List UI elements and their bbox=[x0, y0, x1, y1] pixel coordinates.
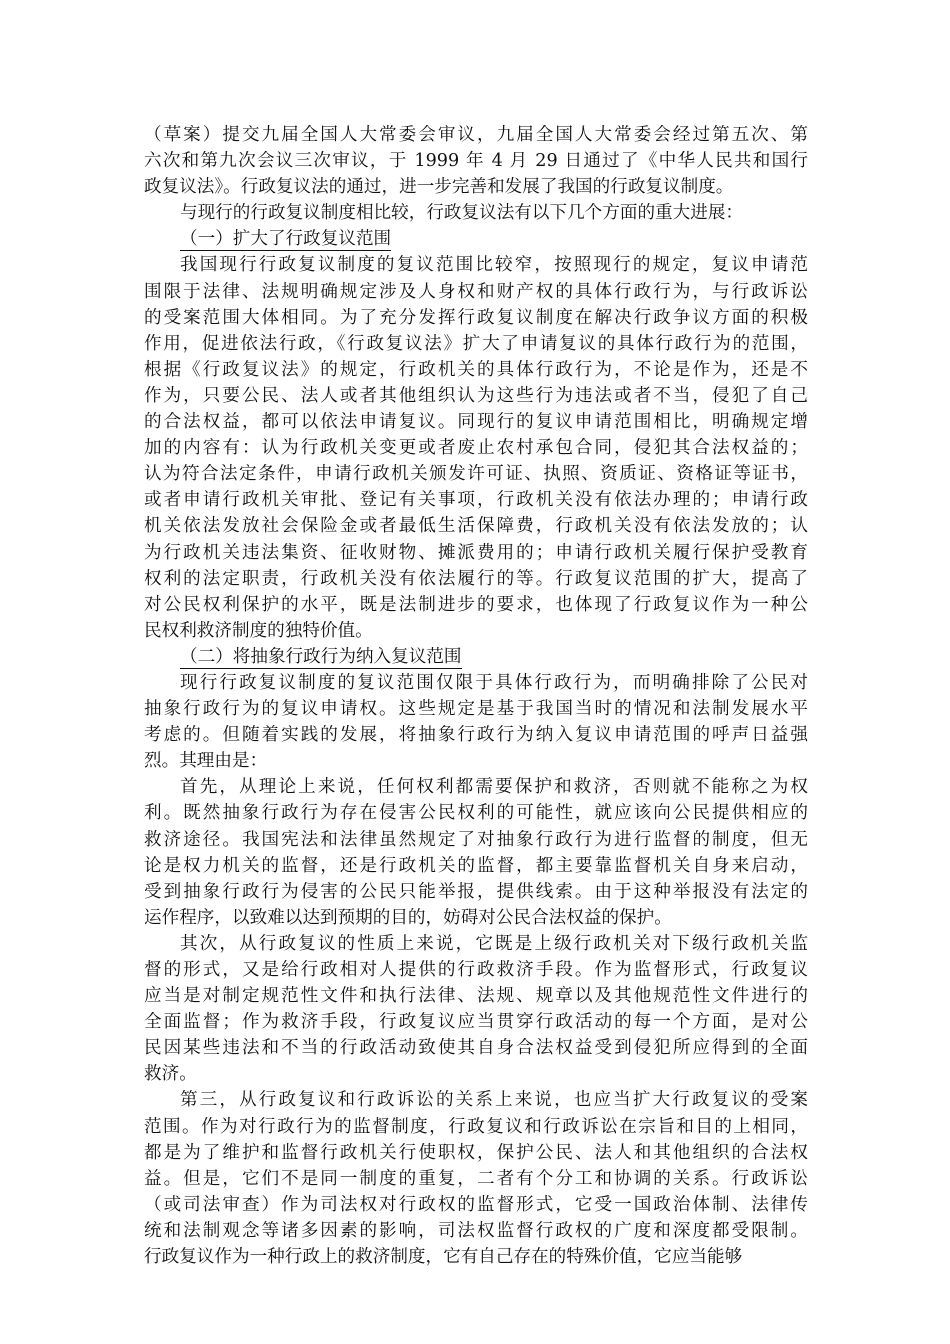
text-line: 为行政机关违法集资、征收财物、摊派费用的；申请行政机关履行保护受教育 bbox=[144, 542, 808, 563]
text-line: 都是为了维护和监督行政机关行使职权，保护公民、法人和其他组织的合法权 bbox=[144, 1142, 808, 1163]
text-line: 第三，从行政复议和行政诉讼的关系上来说，也应当扩大行政复议的受案 bbox=[180, 1090, 808, 1111]
text-line: 现行行政复议制度的复议范围仅限于具体行政行为，而明确排除了公民对 bbox=[180, 672, 808, 693]
text-line: 的合法权益，都可以依法申请复议。同现行的复议申请范围相比，明确规定增 bbox=[144, 412, 808, 433]
text-line: 作为，只要公民、法人或者其他组织认为这些行为违法或者不当，侵犯了自己 bbox=[144, 385, 808, 406]
text-line: 六次和第九次会议三次审议，于 1999 年 4 月 29 日通过了《中华人民共和国行 bbox=[144, 151, 808, 172]
text-line: 救济。 bbox=[144, 1064, 197, 1085]
document-body bbox=[144, 122, 808, 1270]
text-line: 与现行的行政复议制度相比较，行政复议法有以下几个方面的重大进展： bbox=[180, 203, 744, 224]
text-line: 加的内容有：认为行政机关变更或者废止农村承包合同，侵犯其合法权益的； bbox=[144, 438, 808, 459]
text-line: 民权利救济制度的独特价值。 bbox=[144, 620, 373, 641]
paragraph bbox=[144, 670, 808, 774]
text-line: 救济途径。我国宪法和法律虽然规定了对抽象行政行为进行监督的制度，但无 bbox=[144, 829, 808, 850]
text-line: 行政复议作为一种行政上的救济制度，它有自己存在的特殊价值，它应当能够 bbox=[144, 1247, 743, 1268]
text-line: 抽象行政行为的复议申请权。这些规定是基于我国当时的情况和法制发展水平 bbox=[144, 699, 808, 720]
text-line: 论是权力机关的监督，还是行政机关的监督，都主要靠监督机关自身来启动， bbox=[144, 855, 808, 876]
text-line: 运作程序，以致难以达到预期的目的，妨碍对公民合法权益的保护。 bbox=[144, 907, 672, 928]
text-line: 统和法制观念等诸多因素的影响，司法权监督行政权的广度和深度都受限制。 bbox=[144, 1220, 808, 1241]
text-line: 权利的法定职责，行政机关没有依法履行的等。行政复议范围的扩大，提高了 bbox=[144, 568, 808, 589]
paragraph bbox=[144, 252, 808, 643]
text-line: 围限于法律、法规明确规定涉及人身权和财产权的具体行政行为，与行政诉讼 bbox=[144, 281, 808, 302]
paragraph bbox=[144, 931, 808, 1088]
text-line: 益。但是，它们不是同一制度的重复，二者有个分工和协调的关系。行政诉讼 bbox=[144, 1168, 808, 1189]
paragraph bbox=[144, 774, 808, 931]
text-line: 烈。其理由是： bbox=[144, 751, 268, 772]
paragraph bbox=[144, 1087, 808, 1270]
paragraph bbox=[144, 122, 808, 200]
text-line: 我国现行行政复议制度的复议范围比较窄，按照现行的规定，复议申请范 bbox=[180, 255, 808, 276]
text-line: 首先，从理论上来说，任何权利都需要保护和救济，否则就不能称之为权 bbox=[180, 777, 808, 798]
text-line: 作用，促进依法行政，《行政复议法》扩大了申请复议的具体行政行为的范围， bbox=[144, 333, 808, 354]
text-line: （草案）提交九届全国人大常委会审议，九届全国人大常委会经过第五次、第 bbox=[144, 125, 808, 145]
text-line: 范围。作为对行政行为的监督制度，行政复议和行政诉讼在宗旨和目的上相同， bbox=[144, 1116, 808, 1137]
text-line: 机关依法发放社会保险金或者最低生活保障费，行政机关没有依法发放的；认 bbox=[144, 516, 808, 537]
text-line: 受到抽象行政行为侵害的公民只能举报，提供线索。由于这种举报没有法定的 bbox=[144, 881, 808, 902]
text-line: 民因某些违法和不当的行政活动致使其自身合法权益受到侵犯所应得到的全面 bbox=[144, 1038, 808, 1059]
text-line: 政复议法》。行政复议法的通过，进一步完善和发展了我国的行政复议制度。 bbox=[144, 177, 734, 198]
text-line: 督的形式，又是给行政相对人提供的行政救济手段。作为监督形式，行政复议 bbox=[144, 960, 808, 980]
text-line: 对公民权利保护的水平，既是法制进步的要求，也体现了行政复议作为一种公 bbox=[144, 594, 808, 615]
text-line: 根据《行政复议法》的规定，行政机关的具体行政行为，不论是作为，还是不 bbox=[144, 359, 808, 380]
paragraph bbox=[144, 200, 808, 226]
text-line: 认为符合法定条件，申请行政机关颁发许可证、执照、资质证、资格证等证书， bbox=[144, 464, 808, 485]
section-heading bbox=[144, 644, 808, 670]
text-line: （或司法审查）作为司法权对行政权的监督形式，它受一国政治体制、法律传 bbox=[144, 1194, 808, 1215]
section-heading-text: （二）将抽象行政行为纳入复议范围 bbox=[180, 646, 462, 667]
text-line: 应当是对制定规范性文件和执行法律、法规、规章以及其他规范性文件进行的 bbox=[144, 986, 808, 1007]
text-line: 其次，从行政复议的性质上来说，它既是上级行政机关对下级行政机关监 bbox=[180, 933, 808, 954]
text-line: 全面监督；作为救济手段，行政复议应当贯穿行政活动的每一个方面，是对公 bbox=[144, 1012, 808, 1033]
text-line: 或者申请行政机关审批、登记有关事项，行政机关没有依法办理的；申请行政 bbox=[144, 490, 808, 511]
text-line: 考虑的。但随着实践的发展，将抽象行政行为纳入复议申请范围的呼声日益强 bbox=[144, 725, 808, 746]
section-heading-text: （一）扩大了行政复议范围 bbox=[180, 229, 392, 250]
text-line: 利。既然抽象行政行为存在侵害公民权利的可能性，就应该向公民提供相应的 bbox=[144, 803, 808, 824]
section-heading bbox=[144, 226, 808, 252]
text-line: 的受案范围大体相同。为了充分发挥行政复议制度在解决行政争议方面的积极 bbox=[144, 307, 808, 328]
